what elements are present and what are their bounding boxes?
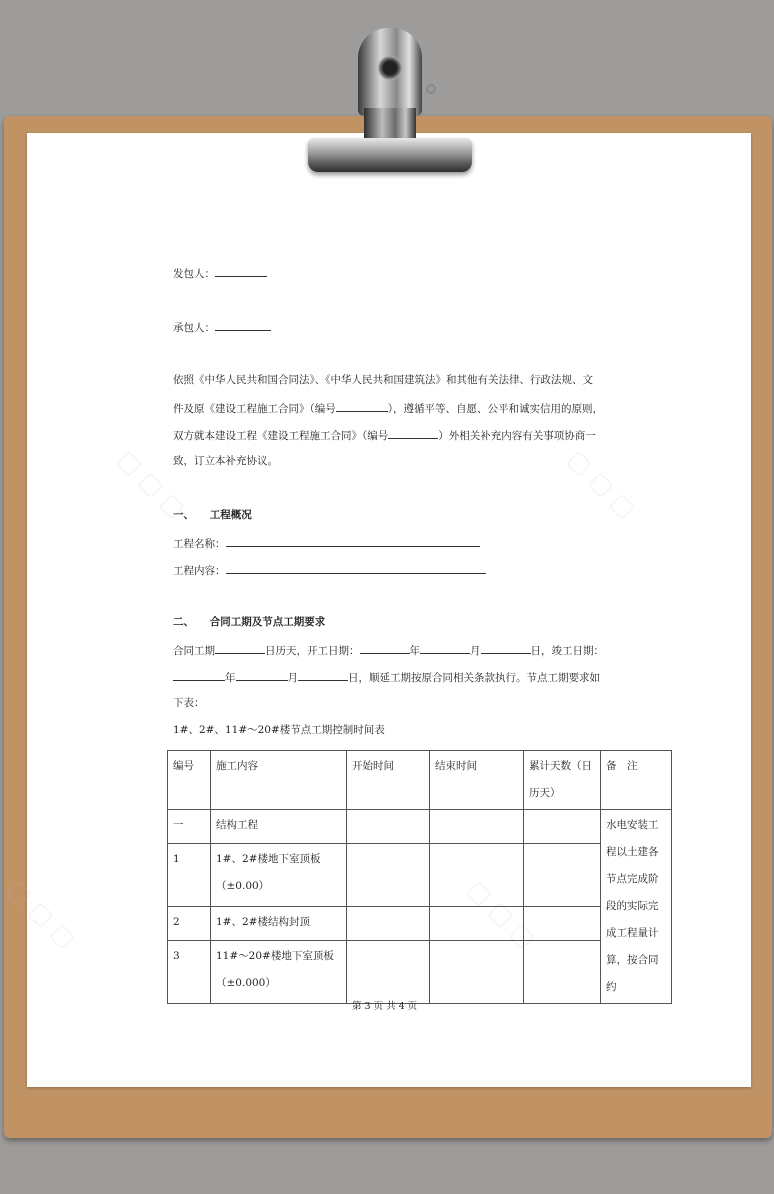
table-row [168, 906, 672, 940]
header-cell: 施工内容 [211, 751, 347, 810]
row-content: 结构工程 [211, 810, 347, 844]
header-cell: 编号 [168, 751, 211, 810]
schedule-table [167, 750, 672, 1004]
row-number: 1 [168, 844, 211, 907]
intro-line-2: 件及原《建设工程施工合同》（编号 ），遵循平等、自愿、公平和诚实信用的原则， [173, 400, 603, 416]
table-row [168, 844, 672, 907]
binder-clip-icon [300, 28, 480, 178]
intro-line-4: 致，订立本补充协议。 [173, 455, 278, 467]
section-1-heading: 一、 工程概况 [173, 509, 252, 521]
watermark: ▢ ▢ ▢ [2, 874, 81, 954]
contract-number-blank [388, 427, 438, 439]
table-row [168, 810, 672, 844]
page-footer: 第 3 页 共 4 页 [352, 1001, 418, 1012]
row-number: 2 [168, 906, 211, 940]
row-content: 1#、2#楼结构封顶 [211, 906, 347, 940]
row-content: 1#、2#楼地下室顶板（±0.00） [211, 844, 347, 907]
party-a-label: 发包人： [173, 268, 215, 280]
contract-number-blank [336, 400, 388, 412]
project-content-line: 工程内容： [173, 562, 486, 578]
row-number: 3 [168, 941, 211, 1004]
header-cell: 备 注 [601, 751, 672, 810]
schedule-line-3: 下表： [173, 697, 205, 709]
party-b-label: 承包人： [173, 322, 215, 334]
project-content-blank [226, 562, 486, 574]
watermark: ▢ ▢ ▢ [462, 874, 541, 954]
header-cell: 开始时间 [347, 751, 430, 810]
schedule-line-1: 合同工期 日历天，开工日期： 年 月 日，竣工日期： [173, 642, 604, 658]
section-2-heading: 二、 合同工期及节点工期要求 [173, 616, 326, 628]
intro-line-1: 依照《中华人民共和国合同法》、《中华人民共和国建筑法》和其他有关法律、行政法规、文 [173, 374, 593, 386]
schedule-line-2: 年 月 日，顺延工期按原合同相关条款执行。节点工期要求如 [173, 669, 600, 685]
party-a-blank [215, 265, 267, 277]
watermark: ▢ ▢ ▢ [562, 444, 641, 524]
project-name-blank [226, 535, 480, 547]
project-name-line: 工程名称： [173, 535, 480, 551]
row-number: 一 [168, 810, 211, 844]
party-a-line [173, 265, 267, 281]
remark-cell: 水电安装工程以土建各节点完成阶段的实际完成工程量计算，按合同约 [601, 810, 672, 1004]
table-row [168, 941, 672, 1004]
intro-line-3: 双方就本建设工程《建设工程施工合同》（编号 ）外相关补充内容有关事项协商一 [173, 427, 596, 443]
table-caption: 1#、2#、11#～20#楼节点工期控制时间表 [173, 724, 385, 736]
table-header-row [168, 751, 672, 810]
party-b-blank [215, 319, 271, 331]
header-cell: 结束时间 [430, 751, 524, 810]
header-cell: 累计天数（日历天） [524, 751, 601, 810]
party-b-line [173, 319, 271, 335]
watermark: ▢ ▢ ▢ [112, 444, 191, 524]
row-content: 11#～20#楼地下室顶板（±0.000） [211, 941, 347, 1004]
